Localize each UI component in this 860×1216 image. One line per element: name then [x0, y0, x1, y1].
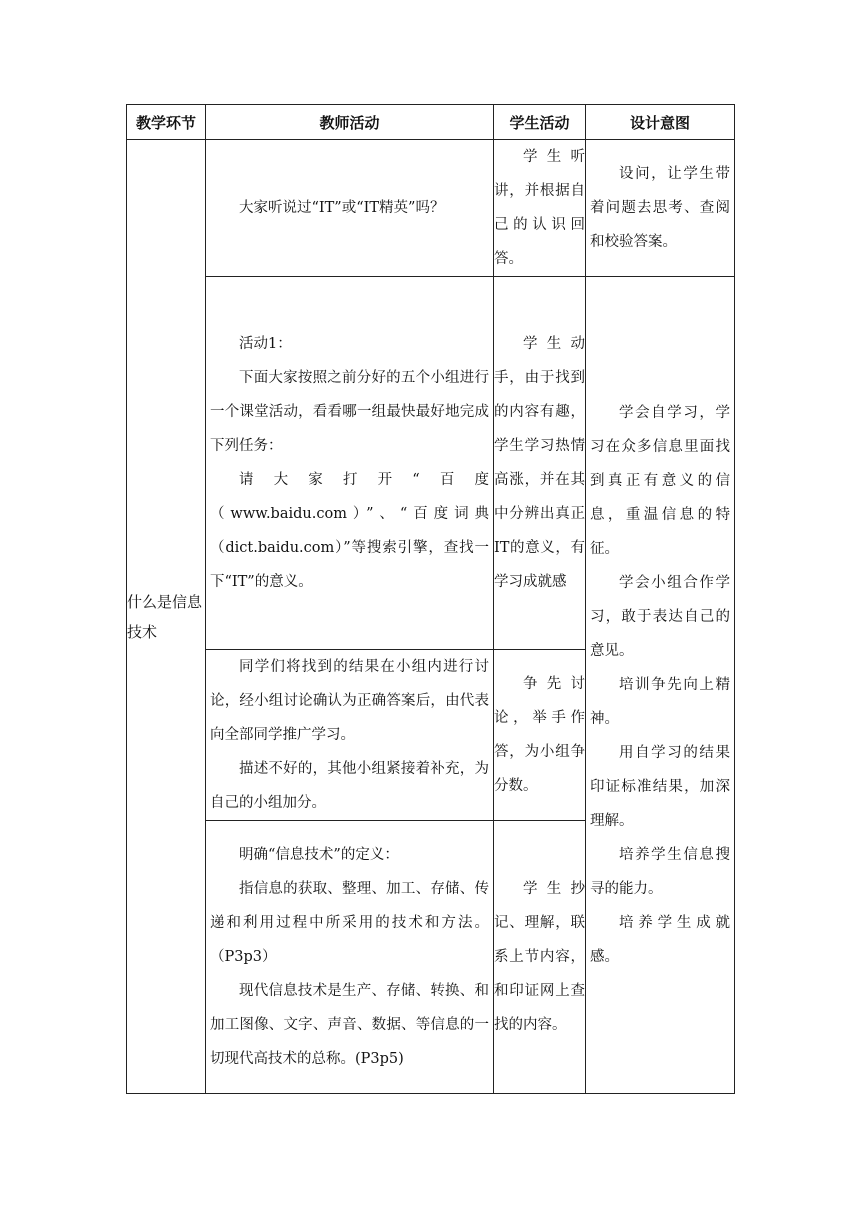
intent-text: 设问，让学生带着问题去思考、查阅和校验答案。	[590, 166, 730, 250]
teacher-text: 现代信息技术是生产、存储、转换、和加工图像、文字、声音、数据、等信息的一切现代高技术的总称。(P3p5)	[210, 983, 489, 1067]
student-text: 争先讨论，举手作答，为小组争分数。	[494, 676, 585, 794]
intent-text: 学会自学习，学习在众多信息里面找到真正有意义的信息，重温信息的特征。	[590, 405, 730, 557]
header-teacher: 教师活动	[206, 105, 494, 140]
teacher-text: 指信息的获取、整理、加工、存储、传递和利用过程中所采用的技术和方法。（P3p3）	[210, 881, 489, 965]
header-stage: 教学环节	[127, 105, 206, 140]
student-cell	[494, 650, 586, 821]
teacher-text: 同学们将找到的结果在小组内进行讨论，经小组讨论确认为正确答案后，由代表向全部同学推广学习。	[210, 659, 489, 743]
student-cell	[494, 277, 586, 650]
teacher-text: 大家听说过“IT”或“IT精英”吗？	[239, 200, 445, 216]
student-cell	[494, 821, 586, 1094]
teacher-cell	[206, 650, 494, 821]
shared-intent-cell	[586, 277, 735, 1094]
student-cell	[494, 140, 586, 277]
teacher-cell	[206, 277, 494, 650]
intent-text: 培养学生信息搜寻的能力。	[590, 847, 730, 897]
header-student: 学生活动	[494, 105, 586, 140]
teacher-text: 明确“信息技术”的定义：	[239, 847, 399, 863]
intent-text: 培养学生成就感。	[590, 915, 730, 965]
student-text: 学生抄记、理解，联系上节内容，和印证网上查找的内容。	[494, 881, 585, 1033]
table-row	[127, 277, 735, 650]
lesson-plan-table	[126, 104, 735, 1094]
intent-cell	[586, 140, 735, 277]
stage-cell: 什么是信息技术	[127, 140, 206, 1094]
header-row	[127, 105, 735, 140]
table-row	[127, 140, 735, 277]
teacher-text: 描述不好的，其他小组紧接着补充，为自己的小组加分。	[210, 761, 489, 811]
intent-text: 用自学习的结果印证标准结果，加深理解。	[590, 745, 730, 829]
header-intent: 设计意图	[586, 105, 735, 140]
student-text: 学生动手，由于找到的内容有趣，学生学习热情高涨，并在其中分辨出真正IT的意义，有学习成就感	[494, 336, 585, 590]
teacher-cell	[206, 140, 494, 277]
teacher-text: 请大家打开“百度（www.baidu.com）”、“百度词典（dict.baidu.com）”等搜索引擎，查找一下“IT”的意义。	[210, 472, 489, 590]
teacher-text: 下面大家按照之前分好的五个小组进行一个课堂活动，看看哪一组最快最好地完成下列任务：	[210, 370, 489, 454]
teacher-text: 活动1：	[239, 336, 292, 352]
student-text: 学生听讲，并根据自己的认识回答。	[494, 149, 585, 267]
teacher-cell	[206, 821, 494, 1094]
intent-text: 学会小组合作学习，敢于表达自己的意见。	[590, 575, 730, 659]
intent-text: 培训争先向上精神。	[590, 677, 730, 727]
